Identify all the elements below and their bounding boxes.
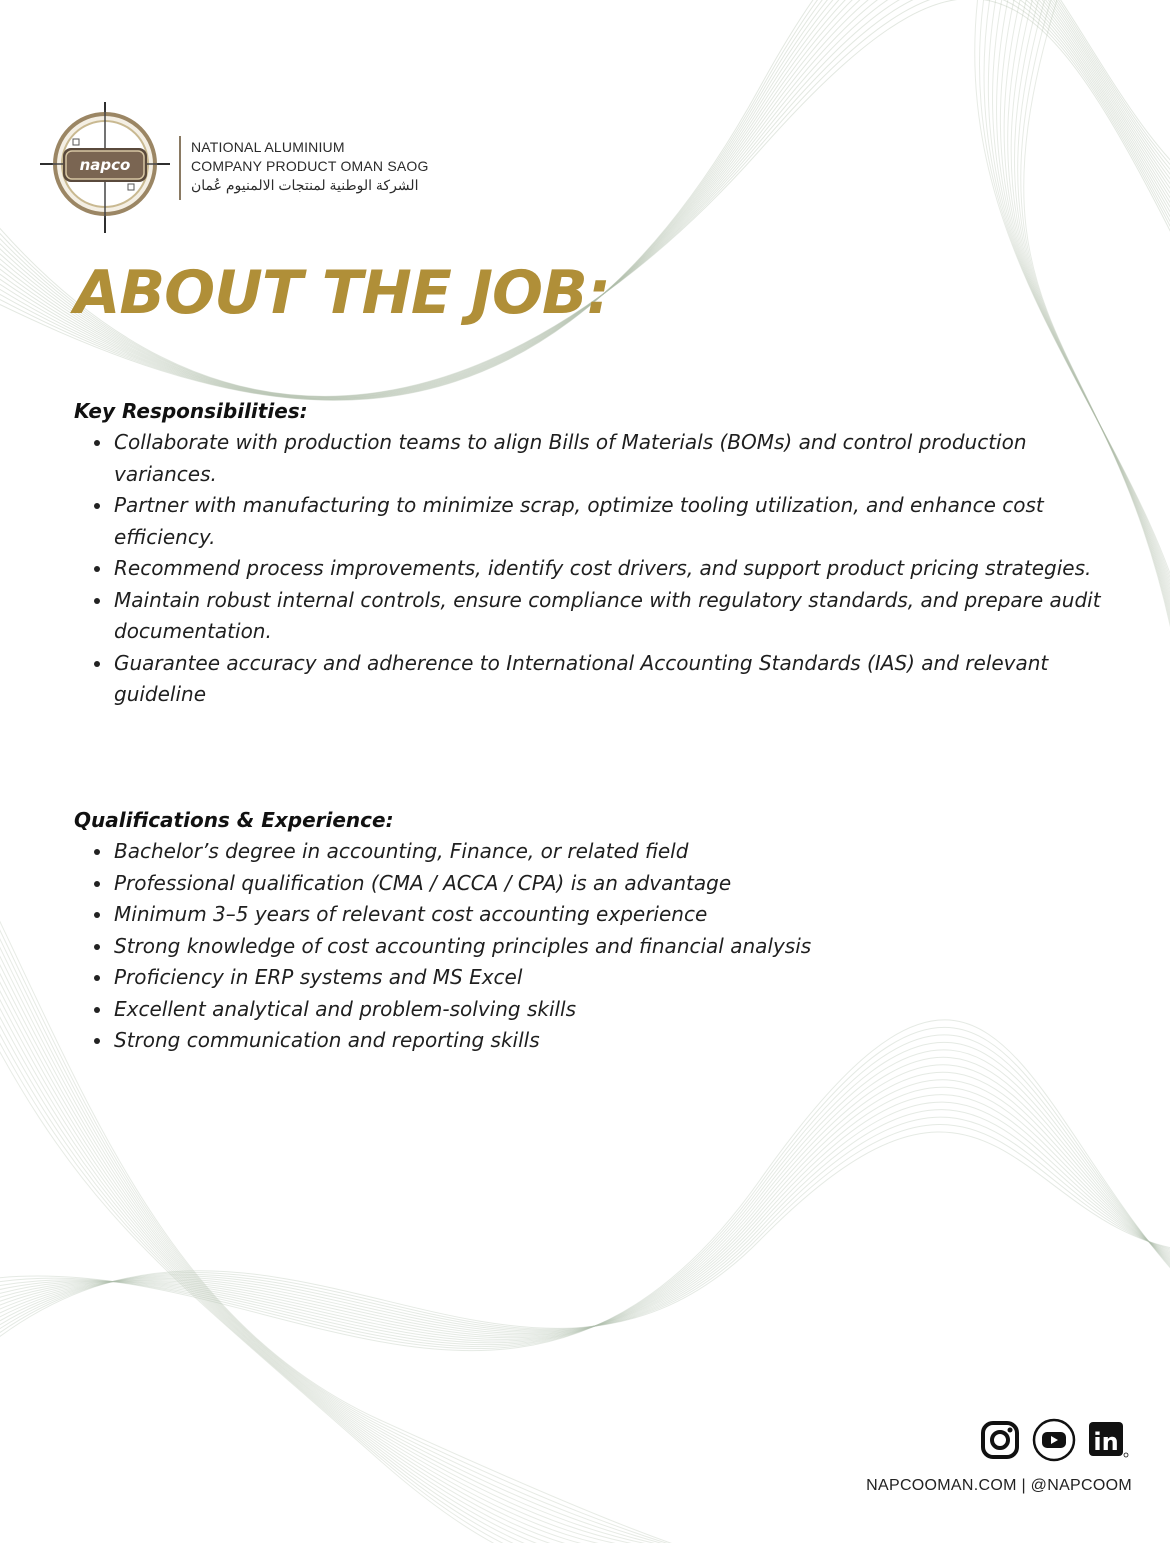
responsibilities-section (74, 399, 1124, 711)
napco-logo (40, 100, 170, 235)
wave-line (0, 1080, 1170, 1337)
wave-line (0, 995, 720, 1543)
list-item: Minimum 3–5 years of relevant cost accounting experience (74, 899, 1124, 931)
qualifications-heading: Qualifications & Experience: (74, 808, 394, 832)
logo-wordmark: napco (79, 156, 131, 174)
company-name-line1: NATIONAL ALUMINIUM (191, 139, 345, 155)
list-item: Maintain robust internal controls, ensure compliance with regulatory standards, and prepare audit documentation. (74, 585, 1109, 648)
list-item: Partner with manufacturing to minimize scrap, optimize tooling utilization, and enhance cost efficiency. (74, 490, 1109, 553)
header (40, 100, 510, 235)
wave-line (0, 1132, 1170, 1352)
youtube-icon[interactable] (1032, 1418, 1076, 1462)
instagram-icon[interactable] (978, 1418, 1022, 1462)
list-item: Strong knowledge of cost accounting principles and financial analysis (74, 931, 1124, 963)
list-item: Recommend process improvements, identify cost drivers, and support product pricing strategies. (74, 553, 1109, 585)
linkedin-logo-text: in (1093, 1428, 1119, 1456)
wave-line (0, 1065, 1170, 1340)
qualifications-list (74, 836, 1124, 1057)
qualifications-section (74, 808, 1124, 1057)
wave-line (0, 1125, 1170, 1348)
footer-website-handle[interactable]: NAPCOOMAN.COM | @NAPCOOM (866, 1477, 1132, 1494)
wave-line (0, 1020, 1170, 1351)
list-item: Collaborate with production teams to align Bills of Materials (BOMs) and control production variances. (74, 427, 1109, 490)
wave-line (0, 1057, 1170, 1341)
wave-line (0, 977, 720, 1543)
wave-line (0, 1050, 1170, 1343)
wave-line (0, 1102, 1170, 1333)
wave-line (0, 1110, 1170, 1338)
wave-line (0, 1042, 1170, 1344)
page-title: ABOUT THE JOB: (74, 258, 610, 328)
company-name-arabic: الشركة الوطنية لمنتجات الالمنيوم عُمان (191, 177, 419, 193)
wave-line (0, 1027, 1170, 1348)
wave-line (0, 1095, 1170, 1334)
responsibilities-list (74, 427, 1124, 711)
list-item: Proficiency in ERP systems and MS Excel (74, 962, 1124, 994)
list-item: Excellent analytical and problem-solving skills (74, 994, 1124, 1026)
responsibilities-heading: Key Responsibilities: (74, 399, 308, 423)
linkedin-icon[interactable] (1086, 1418, 1130, 1462)
company-name (191, 138, 429, 195)
wave-line (0, 1072, 1170, 1338)
list-item: Strong communication and reporting skills (74, 1025, 1124, 1057)
list-item: Professional qualification (CMA / ACCA / CPA) is an advantage (74, 868, 1124, 900)
list-item: Bachelor’s degree in accounting, Finance, or related field (74, 836, 1124, 868)
social-links (978, 1418, 1130, 1462)
company-name-line2: COMPANY PRODUCT OMAN SAOG (191, 158, 429, 174)
list-item: Guarantee accuracy and adherence to International Accounting Standards (IAS) and relevant guideline (74, 648, 1109, 711)
wave-line (0, 1117, 1170, 1342)
wave-line (0, 986, 720, 1543)
logo-divider (179, 136, 181, 200)
